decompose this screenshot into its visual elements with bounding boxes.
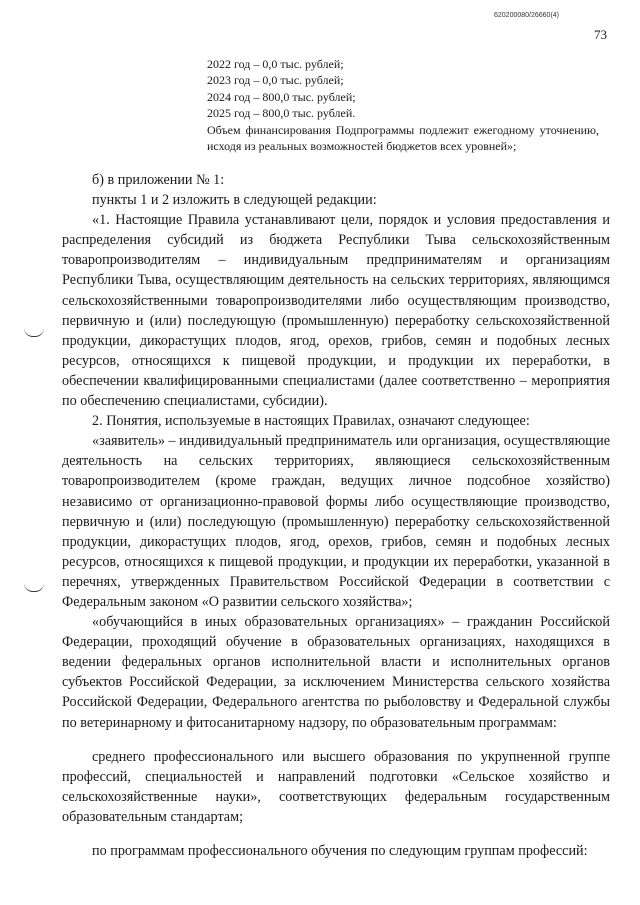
paragraph-applicant: «заявитель» – индивидуальный предприниматель или организация, осуществляющие деятельность на сельских территориях, являющиеся сельскохозяйственным товаропроизводителем (кроме граждан, ведущих личное подсобное хозяйство) независимо от организационно-правовой формы либо осуществляющие производство, первичную и (или) последующую (промышленную) переработку сельскохозяйственной продукции, дикорастущих плодов, ягод, орехов, грибов, семян и подобных лесных ресурсов, относящихся к пищевой продукции, и продукции их переработки, указанной в перечнях, утвержденных Правительством Российской Федерации в соответствии с Федеральным законом «О развитии сельского хозяйства»; xyxy=(62,433,610,610)
funding-line-2022: 2022 год – 0,0 тыс. рублей; xyxy=(207,57,344,71)
funding-line-2024: 2024 год – 800,0 тыс. рублей; xyxy=(207,89,356,104)
page-number: 73 xyxy=(594,27,607,42)
document-body xyxy=(62,170,610,861)
paragraph-student: «обучающийся в иных образовательных организациях» – гражданин Российской Федерации, проходящий обучение в образовательных организациях, находящихся в ведении федеральных органов исполнительной власти и исполнительных органов субъектов Российской Федерации, за исключением Министерства сельского хозяйства Российской Федерации, Федерального агентства по рыболовству и Федеральной службы по ветеринарному и фитосанитарному надзору, по образовательным программам: xyxy=(62,614,610,731)
paragraph-points: пункты 1 и 2 изложить в следующей редакции: xyxy=(92,192,377,209)
paragraph-rule-2: 2. Понятия, используемые в настоящих Правилах, означают следующее: xyxy=(92,413,530,430)
funding-line-2025: 2025 год – 800,0 тыс. рублей. xyxy=(207,106,356,121)
funding-line-2023: 2023 год – 0,0 тыс. рублей; xyxy=(207,73,344,88)
margin-mark-bottom xyxy=(24,583,44,592)
funding-note: Объем финансирования Подпрограммы подлежит ежегодному уточнению, исходя из реальных возможностей бюджетов всех уровней»; xyxy=(207,122,599,154)
paragraph-secondary-education: среднего профессионального или высшего образования по укрупненной группе профессий, специальностей и направлений подготовки «Сельское хозяйство и сельскохозяйственные науки», соответствующих федеральным государственным образовательным стандартам; xyxy=(62,748,610,825)
paragraph-rule-1: «1. Настоящие Правила устанавливают цели, порядок и условия предоставления и распределения субсидий из бюджета Республики Тыва сельскохозяйственным товаропроизводителям – индивидуальным предпринимателям и организациям Республики Тыва, осуществляющим деятельность на сельских территориях, являющимся сельскохозяйственными товаропроизводителями либо осуществляющим производство, первичную и (или) последующую (промышленную) переработку сельскохозяйственной продукции, дикорастущих плодов, ягод, орехов, грибов, семян и подобных лесных ресурсов, относящихся к пищевой продукции, и продукции их переработки, в обеспечении квалифицированными специалистами (далее соответственно – мероприятия по обеспечению специалистами, субсидии). xyxy=(62,212,610,410)
paragraph-appendix: б) в приложении № 1: xyxy=(92,172,225,188)
paragraph-vocational-training: по программам профессионального обучения по следующим группам профессий: xyxy=(92,843,588,859)
funding-block xyxy=(207,56,599,154)
document-id: 620200080/26660(4) xyxy=(494,12,560,19)
margin-mark-top xyxy=(24,328,44,337)
